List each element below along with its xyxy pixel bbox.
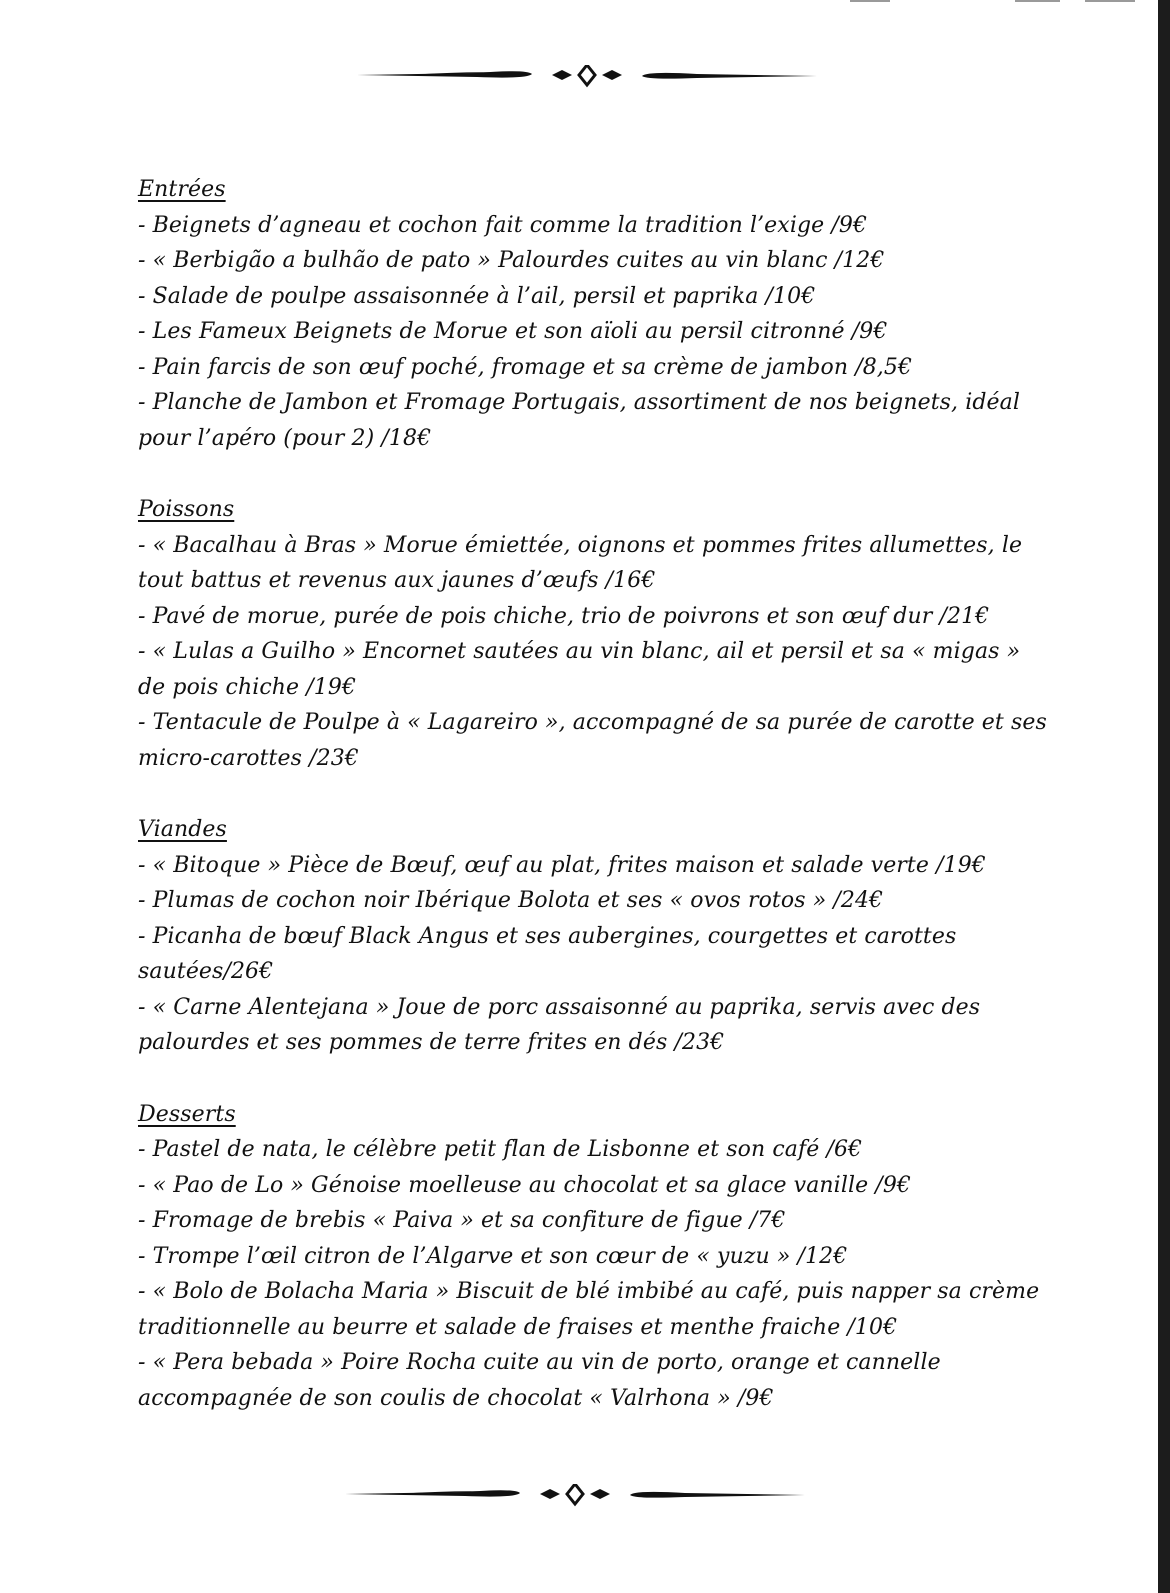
menu-item: - Pain farcis de son œuf poché, fromage et sa crème de jambon /8,5€ <box>138 354 913 380</box>
top-ornament-divider <box>357 65 817 95</box>
bottom-ornament-divider <box>345 1484 805 1514</box>
section-title: Poissons <box>138 497 235 522</box>
ornament-left-diamond <box>540 1489 560 1499</box>
scan-edge <box>1158 0 1170 1593</box>
ornament-right-flourish <box>630 1492 805 1498</box>
menu-item: - « Pera bebada » Poire Rocha cuite au vin de porto, orange et cannelle accompagnée de son coulis de chocolat « Valrhona » /9€ <box>138 1350 941 1411</box>
menu-item: - « Bitoque » Pièce de Bœuf, œuf au plat, frites maison et salade verte /19€ <box>138 852 986 878</box>
section-title: Entrées <box>138 177 226 202</box>
menu-item: - Fromage de brebis « Paiva » et sa confiture de figue /7€ <box>138 1208 786 1233</box>
section-title: Desserts <box>138 1101 236 1127</box>
menu-item: - Planche de Jambon et Fromage Portugais, assortiment de nos beignets, idéal pour l’apéro (pour 2) /18€ <box>138 390 1021 451</box>
section-viandes <box>138 812 1048 1061</box>
menu-item: - Pastel de nata, le célèbre petit flan de Lisbonne et son café /6€ <box>138 1137 863 1162</box>
ornament-center-diamond <box>579 65 595 85</box>
menu-item: - « Lulas a Guilho » Encornet sautées au vin blanc, ail et persil et sa « migas » de pois chiche /19€ <box>138 639 1021 700</box>
section-title: Viandes <box>138 817 227 842</box>
menu-item: - Picanha de bœuf Black Angus et ses aubergines, courgettes et carottes sautées/26€ <box>138 923 957 984</box>
menu-item: - Plumas de cochon noir Ibérique Bolota et ses « ovos rotos » /24€ <box>138 888 884 913</box>
ornament-right-flourish <box>642 73 817 79</box>
menu-item: - Salade de poulpe assaisonnée à l’ail, persil et paprika /10€ <box>138 283 816 309</box>
menu-item: - Trompe l’œil citron de l’Algarve et son cœur de « yuzu » /12€ <box>138 1243 848 1269</box>
menu-content <box>138 172 1048 1416</box>
ornament-right-diamond <box>602 70 622 80</box>
menu-item: - « Pao de Lo » Génoise moelleuse au chocolat et sa glace vanille /9€ <box>138 1172 912 1198</box>
ornament-center-diamond <box>567 1484 583 1504</box>
menu-item: - Les Fameux Beignets de Morue et son aïoli au persil citronné /9€ <box>138 319 888 344</box>
section-desserts <box>138 1097 1048 1417</box>
menu-item: - Beignets d’agneau et cochon fait comme la tradition l’exige /9€ <box>138 212 868 238</box>
ornament-left-diamond <box>552 70 572 80</box>
menu-item: - « Bolo de Bolacha Maria » Biscuit de blé imbibé au café, puis napper sa crème traditionnelle au beurre et salade de fraises et menthe fraiche /10€ <box>138 1279 1040 1340</box>
scan-artifact-marks <box>850 0 1150 4</box>
ornament-right-diamond <box>590 1489 610 1499</box>
menu-item: - « Carne Alentejana » Joue de porc assaisonné au paprika, servis avec des palourdes et ses pommes de terre frites en dés /23€ <box>138 994 981 1055</box>
menu-item: - Tentacule de Poulpe à « Lagareiro », accompagné de sa purée de carotte et ses micro-carottes /23€ <box>138 710 1047 771</box>
menu-item: - « Berbigão a bulhão de pato » Palourdes cuites au vin blanc /12€ <box>138 248 885 273</box>
section-entrees <box>138 172 1048 456</box>
ornament-left-flourish <box>357 71 532 77</box>
ornament-left-flourish <box>345 1490 520 1496</box>
menu-item: - « Bacalhau à Bras » Morue émiettée, oignons et pommes frites allumettes, le tout battus et revenus aux jaunes d’œufs /16€ <box>138 532 1023 593</box>
section-poissons <box>138 492 1048 776</box>
menu-item: - Pavé de morue, purée de pois chiche, trio de poivrons et son œuf dur /21€ <box>138 603 990 629</box>
